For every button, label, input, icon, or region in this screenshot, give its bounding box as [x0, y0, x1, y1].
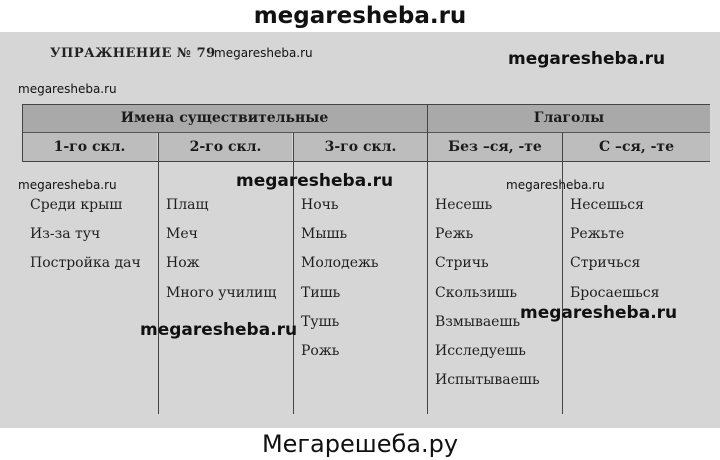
table-cell: Скользишь — [435, 285, 518, 301]
column-divider-4 — [562, 133, 563, 414]
bottom-watermark-banner — [0, 428, 720, 460]
table-cell: Несешь — [435, 197, 493, 213]
exercise-title: УПРАЖНЕНИЕ № 79 — [50, 46, 216, 61]
column-header-2: 2-го скл. — [159, 133, 292, 161]
table-cell: Несешься — [570, 197, 644, 213]
table-cell: Рожь — [301, 343, 340, 359]
column-header-1: 1-го скл. — [22, 133, 157, 161]
header-divider — [22, 161, 710, 162]
watermark-overlay: megaresheba.ru — [18, 82, 117, 96]
table-cell: Постройка дач — [30, 255, 141, 271]
top-watermark-banner — [0, 0, 720, 32]
table-cell: Ночь — [301, 197, 339, 213]
table-cell: Молодежь — [301, 255, 379, 271]
table-cell: Режь — [435, 226, 474, 242]
column-header-4: Без –ся, -те — [428, 133, 562, 161]
table-cell: Много училищ — [166, 285, 277, 301]
column-header-3: 3-го скл. — [294, 133, 427, 161]
table-cell: Среди крыш — [30, 197, 123, 213]
table-cell: Режьте — [570, 226, 625, 242]
table-cell: Нож — [166, 255, 200, 271]
scanned-page — [0, 32, 720, 428]
watermark-overlay: megaresheba.ru — [520, 303, 678, 323]
watermark-overlay: megaresheba.ru — [506, 178, 605, 192]
table-cell: Мышь — [301, 226, 348, 242]
table-cell: Меч — [166, 226, 198, 242]
top-watermark-text: megaresheba.ru — [253, 3, 467, 29]
table-cell: Стричь — [435, 255, 489, 271]
answer-table — [22, 104, 710, 414]
watermark-overlay: megaresheba.ru — [214, 46, 313, 60]
table-border-top — [22, 104, 710, 105]
table-cell: Исследуешь — [435, 343, 526, 359]
table-border-left — [22, 104, 23, 161]
group-header-verbs: Глаголы — [428, 104, 710, 133]
group-divider — [427, 104, 428, 414]
watermark-overlay: megaresheba.ru — [18, 178, 117, 192]
watermark-overlay: megaresheba.ru — [236, 171, 394, 191]
bottom-watermark-text: Мегарешеба.ру — [261, 430, 459, 458]
watermark-overlay: megaresheba.ru — [140, 320, 298, 340]
table-cell: Из-за туч — [30, 226, 101, 242]
table-cell: Взмываешь — [435, 314, 521, 330]
watermark-overlay: megaresheba.ru — [508, 49, 666, 69]
table-cell: Тишь — [301, 285, 341, 301]
table-cell: Плащ — [166, 197, 209, 213]
column-divider-1 — [158, 133, 159, 414]
table-cell: Тушь — [301, 314, 340, 330]
group-header-nouns: Имена существительные — [22, 104, 427, 133]
column-header-5: С –ся, -те — [563, 133, 710, 161]
table-cell: Испытываешь — [435, 372, 540, 388]
table-cell: Стричься — [570, 255, 641, 271]
table-cell: Бросаешься — [570, 285, 660, 301]
